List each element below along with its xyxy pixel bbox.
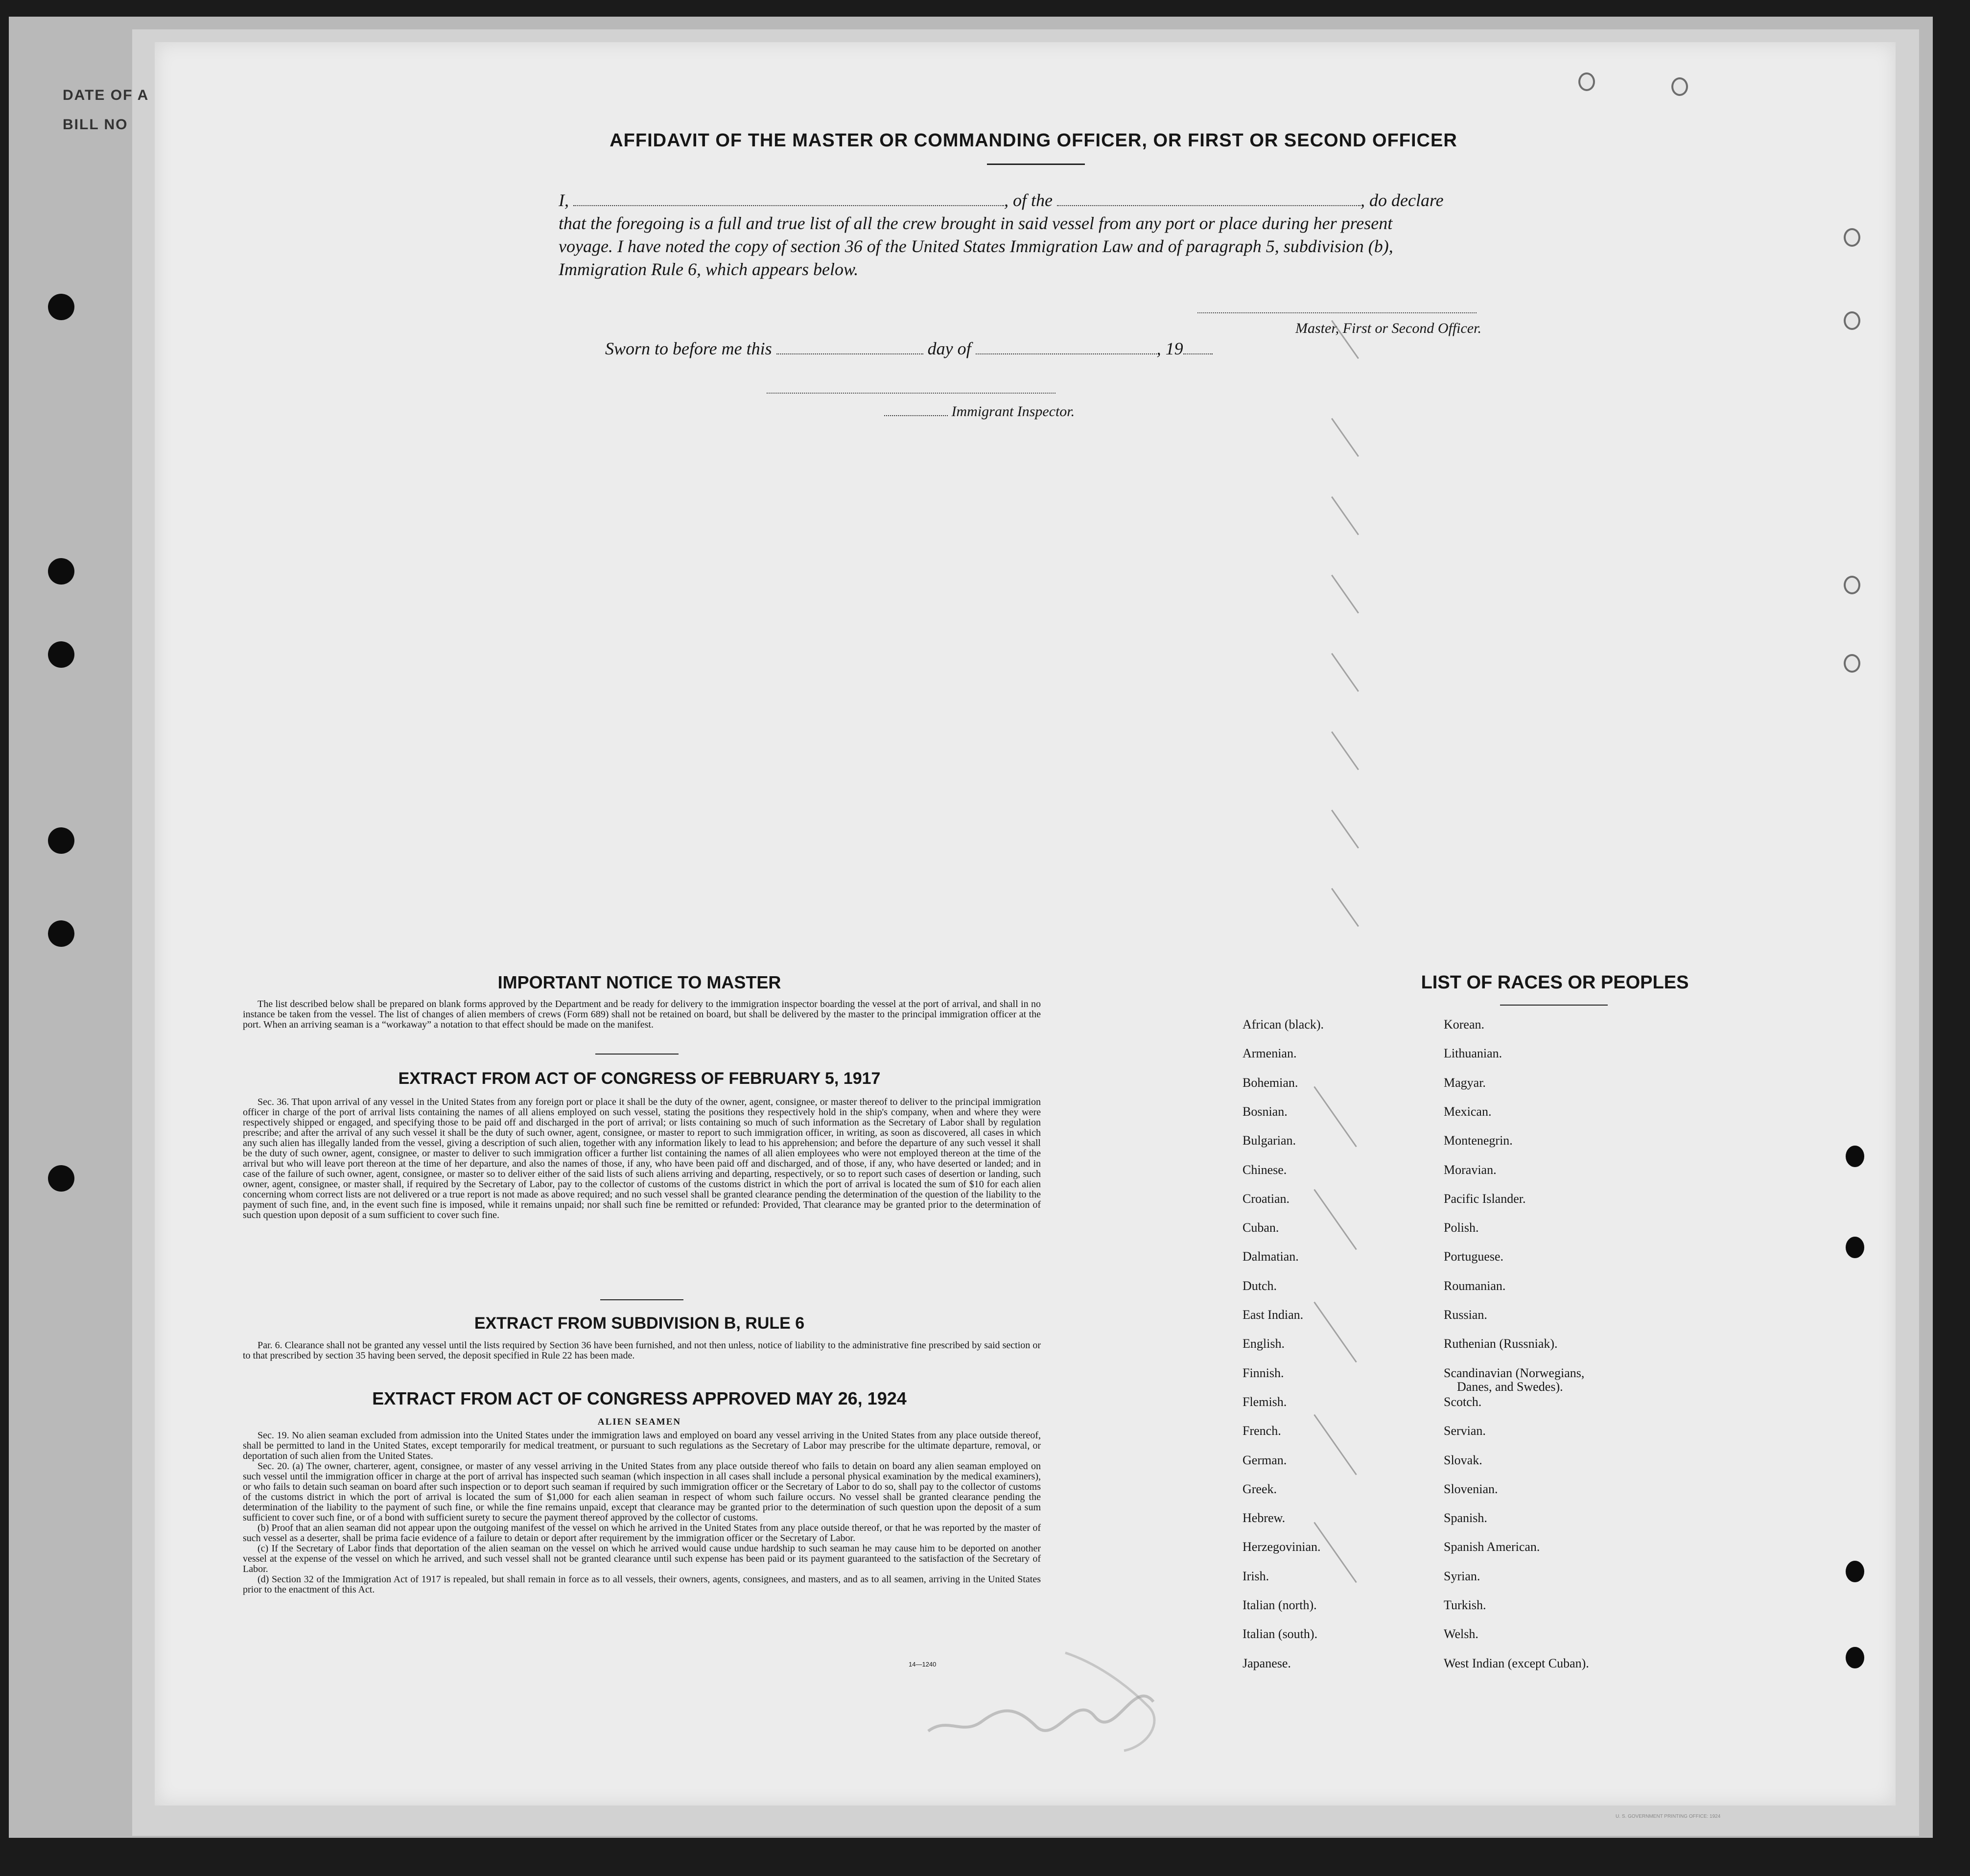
race-item: Bosnian.: [1243, 1104, 1288, 1119]
race-item-continuation: Danes, and Swedes).: [1457, 1379, 1563, 1394]
race-item: African (black).: [1243, 1017, 1324, 1032]
race-item: Montenegrin.: [1444, 1133, 1513, 1148]
punch-hole: [1846, 1146, 1864, 1167]
extract-1917-paragraph: Sec. 36. That upon arrival of any vessel in the United States from any foreign port or place it shall be the duty of the owner, agent, consignee, or master thereof to deliver to the principal immigration officer in charge of the port of arrival lists containing the names of all aliens employed on such vessel, stating the positions they respectively hold in the ship's company, when and where they were respectively shipped or engaged, and specifying those to be paid off and discharged in the port of arrival; or lists containing so much of such information as the Secretary of Labor shall by regulation prescribe; and after the arrival of any such vessel it shall be the duty of such owner, agent, consignee, or master to report to such immigration officer, in writing, as soon as discovered, all cases in which any such alien has illegally landed from the vessel, giving a description of such alien, together with any information likely to lead to his apprehension; and before the departure of any such vessel it shall be the duty of such owner, agent, consignee, or master to deliver to such immigration officer a further list containing the names of all alien employees who were not employed thereon at the time of the arrival but who will leave port thereon at the time of her departure, and also the names of those, if any, who have been paid off and discharged, and of those, if any, who have deserted or landed; and in case of the failure of such owner, agent, consignee, or master so to deliver either of the said lists of such aliens arriving and departing, respectively, or so to report such cases of desertion or landing, such owner, agent, consignee, or master shall, if required by the Secretary of Labor, pay to the collector of customs of the customs district in which the port of arrival is located the sum of $10 for each alien concerning whom correct lists are not delivered or a true report is not made as above required; and no such vessel shall be granted clearance pending the determination of the question of the liability to the payment of such fine, and, in the event such fine is imposed, while it remains unpaid; nor shall such fine be remitted or refunded: Provided, That clearance may be granted prior to the determination of such question upon deposit of a sum sufficient to cover such fine.: [243, 1097, 1041, 1220]
race-item: Moravian.: [1444, 1162, 1497, 1177]
race-item: West Indian (except Cuban).: [1444, 1656, 1589, 1670]
punch-hole: [1844, 228, 1860, 247]
pencil-mark: [1331, 888, 1359, 927]
affidavit-declaration: [559, 189, 1528, 281]
printing-office-footer: U. S. GOVERNMENT PRINTING OFFICE: 1924: [1616, 1814, 1721, 1819]
binder-hole: [48, 641, 74, 668]
inspector-signature-line[interactable]: [767, 393, 1055, 394]
races-title-rule: [1500, 1005, 1608, 1006]
race-item: Slovak.: [1444, 1453, 1482, 1467]
officer-signature-line[interactable]: [1197, 312, 1477, 313]
pencil-mark: [1313, 1086, 1357, 1148]
notice-title: IMPORTANT NOTICE TO MASTER: [497, 972, 781, 992]
race-item: Servian.: [1444, 1424, 1486, 1438]
race-item: Herzegovinian.: [1243, 1540, 1321, 1554]
declaration-i: I,: [559, 190, 569, 210]
margin-fragment-date: DATE OF A: [63, 87, 149, 103]
race-item: Portuguese.: [1444, 1249, 1504, 1264]
declaration-of-the: , of the: [1004, 190, 1053, 210]
section-rule: [600, 1299, 683, 1300]
declaration-declare: , do declare: [1360, 190, 1444, 210]
extract-1924-title: EXTRACT FROM ACT OF CONGRESS APPROVED MAY 26, 1924: [372, 1388, 907, 1408]
inspector-caption-row: [884, 403, 1075, 420]
inspector-blank: [884, 415, 948, 416]
race-item: Scandinavian (Norwegians,: [1444, 1365, 1585, 1380]
sworn-text-a: Sworn to before me this: [605, 339, 772, 358]
sworn-month-blank[interactable]: [976, 353, 1157, 354]
punch-hole: [1844, 576, 1860, 594]
pencil-mark: [1331, 575, 1359, 614]
binder-hole: [48, 1165, 74, 1192]
race-item: Bulgarian.: [1243, 1133, 1296, 1148]
pencil-mark: [1331, 810, 1359, 849]
officer-signature-caption: Master, First or Second Officer.: [1295, 320, 1481, 336]
pencil-mark: [1331, 731, 1359, 771]
master-name-blank[interactable]: [573, 205, 1004, 206]
punch-hole: [1846, 1647, 1864, 1668]
race-item: French.: [1243, 1424, 1281, 1438]
race-item: Bohemian.: [1243, 1075, 1298, 1090]
alien-seamen-subtitle: ALIEN SEAMEN: [597, 1417, 681, 1427]
extract-1924-sec20b: (b) Proof that an alien seaman did not appear upon the outgoing manifest of the vessel on which he arrived in the United States from any place outside thereof, or that he was reported by the master of such vessel as a deserter, shall be prima facie evidence of a failure to detain or deport after requirement by the immigration officer or the Secretary of Labor.: [243, 1523, 1041, 1544]
race-item: Ruthenian (Russniak).: [1444, 1337, 1558, 1351]
sworn-text-b: day of: [927, 339, 971, 358]
title-rule: [987, 164, 1085, 165]
declaration-line-3: voyage. I have noted the copy of section 36 of the United States Immigration Law and of paragraph 5, subdivision (b),: [559, 236, 1393, 256]
race-item: German.: [1243, 1453, 1287, 1467]
declaration-line-4: Immigration Rule 6, which appears below.: [559, 259, 859, 279]
declaration-line-2: that the foregoing is a full and true list of all the crew brought in said vessel from any port or place during her present: [559, 213, 1393, 233]
race-item: Lithuanian.: [1444, 1046, 1502, 1061]
race-item: Japanese.: [1243, 1656, 1291, 1670]
extract-1917-text: [243, 1097, 1041, 1220]
extract-1924-sec20c: (c) If the Secretary of Labor finds that deportation of the alien seaman on the vessel on which he arrived would cause undue hardship to such seaman he may cause him to be deported on another vessel at the expense of the vessel on which he arrived, and such vessel shall not be granted clearance until such expense has been paid or its payment guaranteed to the satisfaction of the Secretary of Labor.: [243, 1543, 1041, 1574]
race-item: Greek.: [1243, 1481, 1277, 1496]
vessel-name-blank[interactable]: [1057, 205, 1360, 206]
pencil-mark: [1313, 1302, 1357, 1363]
race-item: Italian (south).: [1243, 1627, 1318, 1642]
manifest-back-page: [155, 42, 1896, 1806]
race-item: Russian.: [1444, 1308, 1487, 1322]
sworn-text-c: , 19: [1156, 339, 1183, 358]
pencil-mark: [1331, 418, 1359, 457]
race-item: Turkish.: [1444, 1598, 1486, 1612]
extract-rule6-title: EXTRACT FROM SUBDIVISION B, RULE 6: [474, 1314, 805, 1333]
binder-hole: [48, 558, 74, 585]
margin-fragment-bill: BILL NO: [63, 117, 128, 133]
race-item: Chinese.: [1243, 1162, 1287, 1177]
race-item: Syrian.: [1444, 1569, 1480, 1583]
sworn-line: [605, 338, 1213, 359]
pencil-signature: [918, 1633, 1173, 1760]
affidavit-title: AFFIDAVIT OF THE MASTER OR COMMANDING OFFICER, OR FIRST OR SECOND OFFICER: [610, 130, 1457, 151]
pencil-mark: [1331, 496, 1359, 536]
sworn-day-blank[interactable]: [776, 353, 923, 354]
race-item: Finnish.: [1243, 1365, 1284, 1380]
notice-paragraph: The list described below shall be prepared on blank forms approved by the Department and be ready for delivery to the immigration inspector boarding the vessel at the port of arrival, and shall in no instance be taken from the vessel. The list of changes of alien members of crews (Form 689) shall not be retained on board, but shall be delivered by the master to the principal immigration officer at the port. When an arriving seaman is a “workaway” a notation to that effect should be made on the manifest.: [243, 999, 1041, 1030]
extract-rule6-text: [243, 1340, 1041, 1361]
races-title: LIST OF RACES OR PEOPLES: [1421, 972, 1689, 993]
race-item: Roumanian.: [1444, 1278, 1506, 1293]
binder-hole: [48, 294, 74, 320]
extract-1917-title: EXTRACT FROM ACT OF CONGRESS OF FEBRUARY 5, 1917: [398, 1069, 881, 1088]
race-item: Dutch.: [1243, 1278, 1277, 1293]
race-item: Magyar.: [1444, 1075, 1486, 1090]
punch-hole: [1846, 1561, 1864, 1582]
punch-hole: [1578, 72, 1595, 91]
race-item: English.: [1243, 1337, 1285, 1351]
race-item: Pacific Islander.: [1444, 1191, 1526, 1206]
race-item: East Indian.: [1243, 1308, 1304, 1322]
punch-hole: [1846, 1237, 1864, 1258]
race-item: Spanish American.: [1444, 1540, 1540, 1554]
pencil-mark: [1313, 1189, 1357, 1250]
race-item: Hebrew.: [1243, 1511, 1286, 1525]
extract-1924-text: [243, 1430, 1041, 1595]
race-item: Welsh.: [1444, 1627, 1478, 1642]
extract-rule6-paragraph: Par. 6. Clearance shall not be granted any vessel until the lists required by Section 36 have been furnished, and not then unless, notice of liability to the administrative fine prescribed by said section or to that prescribed by section 35 having been served, the deposit specified in Rule 22 has been made.: [243, 1340, 1041, 1361]
extract-1924-sec20d: (d) Section 32 of the Immigration Act of 1917 is repealed, but shall remain in force as to all vessels, their owners, agents, consignees, and masters, and as to all seamen, arriving in the United States prior to the enactment of this Act.: [243, 1574, 1041, 1595]
punch-hole: [1844, 654, 1860, 673]
race-item: Spanish.: [1444, 1511, 1487, 1525]
race-item: Italian (north).: [1243, 1598, 1317, 1612]
extract-1924-sec20a: Sec. 20. (a) The owner, charterer, agent, consignee, or master of any vessel arriving in the United States from any place outside thereof who fails to detain on board any alien seaman employed on such vessel until the immigration officer in charge at the port of arrival has inspected such seaman (which inspection in all cases shall include a personal physical examination by the medical examiners), or who fails to detain such seaman on board after such inspection or to deport such seaman if required by such immigration officer or the Secretary of Labor to do so, shall pay to the collector of customs of the customs district in which the port of arrival is located the sum of $1,000 for each alien seaman in respect of whom such failure occurs. No vessel shall be granted clearance pending the determination of the liability to the payment of such fine, or while the fine remains unpaid, except that clearance may be granted prior to the determination of such question upon the deposit of a sum sufficient to cover such fine, or of a bond with sufficient surety to secure the payment thereof approved by the collector of customs.: [243, 1461, 1041, 1523]
race-item: Slovenian.: [1444, 1481, 1498, 1496]
race-item: Scotch.: [1444, 1394, 1482, 1409]
inspector-caption: Immigrant Inspector.: [951, 403, 1075, 420]
pencil-mark: [1313, 1414, 1357, 1476]
binder-hole: [48, 827, 74, 854]
pencil-mark: [1331, 653, 1359, 692]
race-item: Cuban.: [1243, 1220, 1279, 1235]
race-item: Korean.: [1444, 1017, 1485, 1032]
form-number: 14—1240: [909, 1661, 937, 1668]
punch-hole: [1671, 77, 1688, 96]
extract-1924-sec19: Sec. 19. No alien seaman excluded from admission into the United States under the immigration laws and employed on board any vessel arriving in the United States from any place outside thereof, shall be permitted to land in the United States, except temporarily for medical treatment, or pursuant to such regulations as the Secretary of Labor may prescribe for the ultimate departure, removal, or deportation of such alien from the United States.: [243, 1430, 1041, 1461]
race-item: Polish.: [1444, 1220, 1479, 1235]
sworn-year-blank[interactable]: [1183, 353, 1213, 354]
section-rule: [595, 1054, 679, 1055]
punch-hole: [1844, 311, 1860, 330]
race-item: Dalmatian.: [1243, 1249, 1299, 1264]
race-item: Croatian.: [1243, 1191, 1290, 1206]
notice-text: [243, 999, 1041, 1030]
race-item: Mexican.: [1444, 1104, 1492, 1119]
binder-hole: [48, 920, 74, 947]
race-item: Flemish.: [1243, 1394, 1287, 1409]
race-item: Irish.: [1243, 1569, 1269, 1583]
race-item: Armenian.: [1243, 1046, 1297, 1061]
